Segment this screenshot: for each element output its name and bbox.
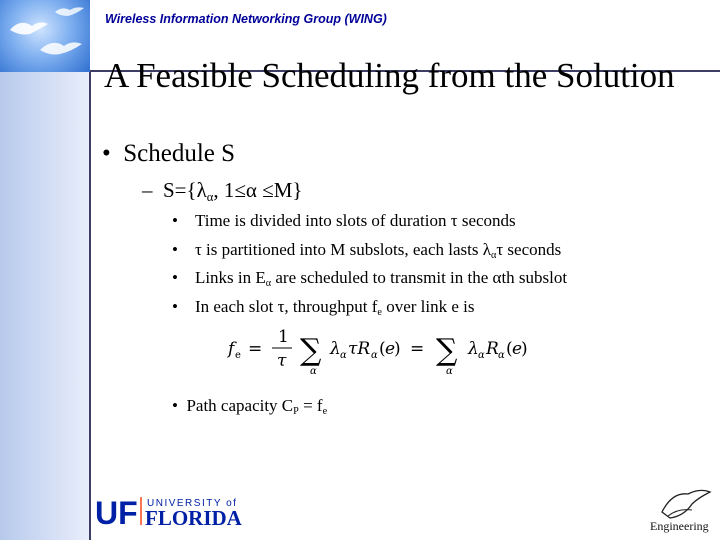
sidebar-divider — [89, 72, 91, 540]
item-text-sub: α — [490, 250, 497, 262]
svg-text:(: ( — [379, 339, 386, 359]
set-def-pre: S={λ — [163, 178, 207, 202]
bullet-item-partition — [172, 240, 561, 261]
svg-text:R: R — [486, 339, 499, 359]
svg-text:e: e — [235, 350, 241, 361]
bullet-dot-icon: • — [172, 268, 195, 287]
svg-text:α: α — [371, 350, 378, 361]
organization-header: Wireless Information Networking Group (WING) — [105, 12, 387, 26]
slide-title: A Feasible Scheduling from the Solution — [104, 56, 675, 95]
svg-text:f: f — [228, 339, 235, 359]
svg-text:α: α — [340, 350, 347, 361]
bullet-dot-icon: • — [172, 297, 195, 316]
uf-university-text: UNIVERSITY of — [147, 498, 238, 509]
svg-text:e: e — [385, 339, 396, 359]
bullet-path-capacity — [172, 396, 327, 417]
throughput-formula — [226, 322, 556, 378]
svg-text:λ: λ — [468, 339, 479, 359]
svg-text:λ: λ — [330, 339, 341, 359]
gator-icon — [662, 490, 710, 518]
uf-florida-text: FLORIDA — [145, 506, 242, 528]
path-capacity-sub2: e — [322, 406, 328, 418]
path-capacity-mid: = f — [298, 396, 323, 415]
svg-text:τ: τ — [277, 351, 287, 371]
bullet-set-definition — [142, 178, 302, 205]
path-capacity-pre: Path capacity C — [186, 396, 294, 415]
item-text-pre: In each slot τ, throughput f — [194, 297, 378, 316]
item-text-post: over link e is — [381, 297, 475, 316]
svg-text:∑: ∑ — [436, 333, 458, 368]
svg-text:=: = — [410, 339, 425, 359]
svg-text:α: α — [478, 350, 485, 361]
svg-text:): ) — [521, 339, 528, 359]
bullet-item-links — [172, 268, 567, 289]
corner-doves-image — [0, 0, 90, 72]
schedule-label: Schedule S — [123, 140, 236, 167]
svg-text:): ) — [394, 339, 401, 359]
item-text-pre: τ is partitioned into M subslots, each lasts λ — [194, 240, 491, 259]
bullet-item-time — [172, 211, 516, 231]
engineering-text: Engineering — [650, 519, 709, 533]
item-text-sub: e — [377, 307, 382, 319]
uf-logo — [95, 494, 255, 528]
set-def-sub: α — [206, 189, 214, 204]
svg-text:1: 1 — [278, 327, 289, 347]
bullet-dot-icon: • — [172, 396, 187, 415]
bullet-schedule — [102, 140, 235, 168]
svg-text:e: e — [512, 339, 523, 359]
svg-text:∑: ∑ — [300, 333, 322, 368]
svg-text:α: α — [446, 366, 453, 377]
bullet-dot-icon: • — [172, 211, 195, 230]
svg-text:=: = — [248, 339, 263, 359]
engineering-logo — [648, 482, 714, 534]
dash-icon: – — [142, 178, 163, 202]
svg-text:α: α — [498, 350, 505, 361]
item-text-post: are scheduled to transmit in the αth subslot — [271, 268, 568, 287]
item-text-pre: Links in E — [194, 268, 266, 287]
set-def-post: , 1≤α ≤M} — [213, 178, 303, 202]
svg-text:τR: τR — [348, 339, 371, 359]
uf-mark: UF — [95, 495, 138, 528]
left-sidebar-band — [0, 0, 90, 540]
item-text-sub: α — [265, 278, 272, 290]
item-text-post: τ seconds — [496, 240, 562, 259]
path-capacity-sub: P — [293, 406, 299, 418]
svg-text:(: ( — [506, 339, 513, 359]
bullet-dot-icon: • — [102, 140, 124, 167]
svg-text:α: α — [310, 366, 317, 377]
dove-icon — [0, 0, 90, 72]
bullet-dot-icon: • — [172, 240, 195, 259]
item-text: Time is divided into slots of duration τ seconds — [194, 211, 516, 230]
bullet-item-throughput — [172, 297, 475, 318]
